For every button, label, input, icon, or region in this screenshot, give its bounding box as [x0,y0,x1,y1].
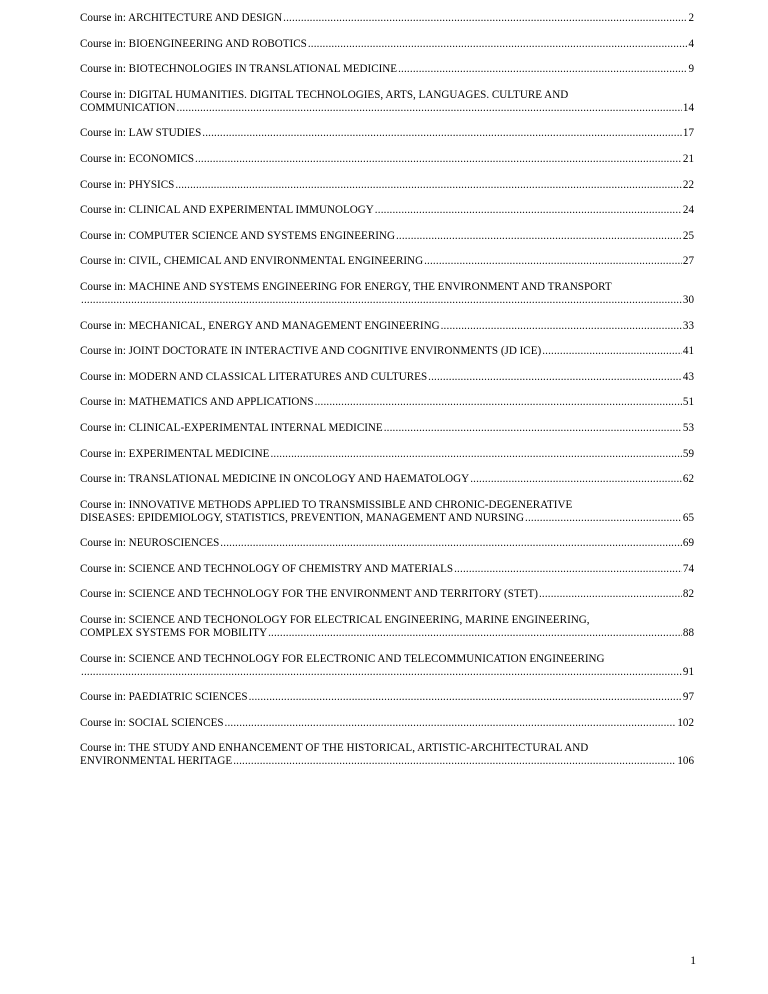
dot-leader [424,255,682,268]
toc-entry-page[interactable]: 65 [682,511,694,524]
toc-entry[interactable] [80,179,694,192]
dot-leader [525,512,682,525]
toc-entry-title[interactable]: Course in: MECHANICAL, ENERGY AND MANAGEMENT ENGINEERING [80,319,440,332]
toc-entry-page[interactable]: 59 [682,447,694,460]
dot-leader [175,179,682,192]
toc-entry-title-line2[interactable]: COMPLEX SYSTEMS FOR MOBILITY [80,627,268,640]
toc-entry[interactable] [80,281,694,307]
dot-leader [270,448,681,461]
toc-entry[interactable] [80,204,694,217]
toc-entry-title[interactable]: Course in: SCIENCE AND TECHNOLOGY OF CHEMISTRY AND MATERIALS [80,562,454,575]
dot-leader [220,537,682,550]
dot-leader [396,230,682,243]
dot-leader [81,666,682,679]
toc-entry-title-line1[interactable]: Course in: MACHINE AND SYSTEMS ENGINEERING FOR ENERGY, THE ENVIRONMENT AND TRANSPORT [80,280,612,293]
toc-entry-page[interactable]: 53 [682,421,694,434]
toc-entry-title[interactable]: Course in: JOINT DOCTORATE IN INTERACTIVE AND COGNITIVE ENVIRONMENTS (JD ICE) [80,345,542,358]
toc-entry[interactable] [80,742,694,768]
dot-leader [283,12,687,25]
toc-entry[interactable] [80,499,694,525]
dot-leader [542,345,682,358]
toc-entry-page[interactable]: 74 [682,562,694,575]
toc-entry[interactable] [80,89,694,115]
toc-entry-page[interactable]: 97 [682,691,694,704]
dot-leader [249,691,682,704]
toc-entry-title-line1[interactable]: Course in: SCIENCE AND TECHNOLOGY FOR ELECTRONIC AND TELECOMMUNICATION ENGINEERING [80,652,605,665]
toc-entry-title[interactable]: Course in: SOCIAL SCIENCES [80,716,224,729]
toc-entry-title-line2[interactable]: DISEASES: EPIDEMIOLOGY, STATISTICS, PREVENTION, MANAGEMENT AND NURSING [80,511,525,524]
toc-entry[interactable] [80,717,694,730]
toc-entry-title[interactable]: Course in: SCIENCE AND TECHNOLOGY FOR THE ENVIRONMENT AND TERRITORY (STET) [80,588,538,601]
toc-entry[interactable] [80,230,694,243]
toc-entry-page[interactable]: 14 [682,101,694,114]
table-of-contents [80,12,694,781]
toc-entry[interactable] [80,588,694,601]
toc-entry-title[interactable]: Course in: CLINICAL-EXPERIMENTAL INTERNAL MEDICINE [80,421,383,434]
toc-entry[interactable] [80,691,694,704]
toc-entry-title[interactable]: Course in: MODERN AND CLASSICAL LITERATURES AND CULTURES [80,370,428,383]
toc-entry-title[interactable]: Course in: LAW STUDIES [80,127,202,140]
toc-entry-title-line1[interactable]: Course in: THE STUDY AND ENHANCEMENT OF THE HISTORICAL, ARTISTIC-ARCHITECTURAL AND [80,742,589,755]
toc-entry-title[interactable]: Course in: PHYSICS [80,178,175,191]
toc-entry[interactable] [80,448,694,461]
toc-entry[interactable] [80,396,694,409]
toc-entry-title-line1[interactable]: Course in: DIGITAL HUMANITIES. DIGITAL TECHNOLOGIES, ARTS, LANGUAGES. CULTURE AND [80,88,569,101]
toc-entry-page[interactable]: 41 [682,345,694,358]
dot-leader [454,563,682,576]
toc-entry-page[interactable]: 17 [682,127,694,140]
toc-entry[interactable] [80,320,694,333]
toc-entry[interactable] [80,38,694,51]
dot-leader [81,294,682,307]
toc-entry-title[interactable]: Course in: CLINICAL AND EXPERIMENTAL IMMUNOLOGY [80,204,374,217]
toc-entry-page[interactable]: 102 [677,716,694,729]
dot-leader [195,153,682,166]
toc-entry[interactable] [80,127,694,140]
dot-leader [233,755,676,768]
toc-entry-title[interactable]: Course in: BIOTECHNOLOGIES IN TRANSLATIONAL MEDICINE [80,63,398,76]
toc-entry[interactable] [80,63,694,76]
dot-leader [384,422,682,435]
toc-entry-title-line1[interactable]: Course in: SCIENCE AND TECHONOLOGY FOR ELECTRICAL ENGINEERING, MARINE ENGINEERING, [80,614,590,627]
toc-entry-page[interactable]: 21 [682,152,694,165]
toc-entry-page[interactable]: 25 [682,229,694,242]
dot-leader [177,102,682,115]
toc-entry-page[interactable]: 24 [682,204,694,217]
toc-entry-title-line1[interactable]: Course in: INNOVATIVE METHODS APPLIED TO TRANSMISSIBLE AND CHRONIC-DEGENERATIVE [80,498,573,511]
toc-entry-title[interactable]: Course in: CIVIL, CHEMICAL AND ENVIRONMENTAL ENGINEERING [80,255,424,268]
toc-entry[interactable] [80,563,694,576]
dot-leader [268,627,682,640]
toc-entry-title-line2[interactable]: ENVIRONMENTAL HERITAGE [80,755,233,768]
toc-entry-title[interactable]: Course in: ECONOMICS [80,152,195,165]
toc-entry-page[interactable]: 62 [682,473,694,486]
toc-entry-page[interactable]: 106 [677,755,694,768]
toc-entry-title[interactable]: Course in: MATHEMATICS AND APPLICATIONS [80,396,314,409]
toc-entry[interactable] [80,422,694,435]
toc-entry-title[interactable]: Course in: ARCHITECTURE AND DESIGN [80,12,283,24]
toc-entry[interactable] [80,153,694,166]
dot-leader [375,204,682,217]
dot-leader [225,717,677,730]
toc-entry-title[interactable]: Course in: EXPERIMENTAL MEDICINE [80,447,270,460]
toc-entry-page[interactable]: 88 [682,627,694,640]
toc-entry[interactable] [80,473,694,486]
toc-entry-title[interactable]: Course in: PAEDIATRIC SCIENCES [80,691,248,704]
toc-entry-page[interactable]: 2 [688,12,694,24]
toc-entry-page[interactable]: 51 [682,396,694,409]
dot-leader [308,38,688,51]
toc-entry-title-line2[interactable]: COMMUNICATION [80,101,176,114]
toc-entry-page[interactable]: 82 [682,588,694,601]
toc-entry-page[interactable]: 4 [688,37,694,50]
toc-entry[interactable] [80,345,694,358]
toc-entry-page[interactable]: 43 [682,370,694,383]
toc-entry-page[interactable]: 69 [682,537,694,550]
dot-leader [428,371,682,384]
toc-entry[interactable] [80,653,694,679]
toc-entry[interactable] [80,12,694,25]
toc-entry-page[interactable]: 22 [682,178,694,191]
toc-entry[interactable] [80,255,694,268]
dot-leader [398,63,687,76]
toc-entry-title[interactable]: Course in: BIOENGINEERING AND ROBOTICS [80,37,307,50]
toc-entry-page[interactable]: 27 [682,255,694,268]
toc-entry[interactable] [80,614,694,640]
toc-entry-page[interactable]: 9 [688,63,694,76]
page-number: 1 [690,955,696,967]
dot-leader [539,588,682,601]
dot-leader [441,320,682,333]
toc-entry-page[interactable]: 30 [682,293,694,306]
dot-leader [470,473,682,486]
toc-entry-title[interactable]: Course in: TRANSLATIONAL MEDICINE IN ONCOLOGY AND HAEMATOLOGY [80,473,470,486]
toc-entry-page[interactable]: 91 [682,665,694,678]
dot-leader [202,127,682,140]
toc-entry[interactable] [80,537,694,550]
toc-entry-title[interactable]: Course in: NEUROSCIENCES [80,537,220,550]
dot-leader [315,396,682,409]
toc-entry-page[interactable]: 33 [682,319,694,332]
toc-entry[interactable] [80,371,694,384]
toc-entry-title[interactable]: Course in: COMPUTER SCIENCE AND SYSTEMS ENGINEERING [80,229,395,242]
